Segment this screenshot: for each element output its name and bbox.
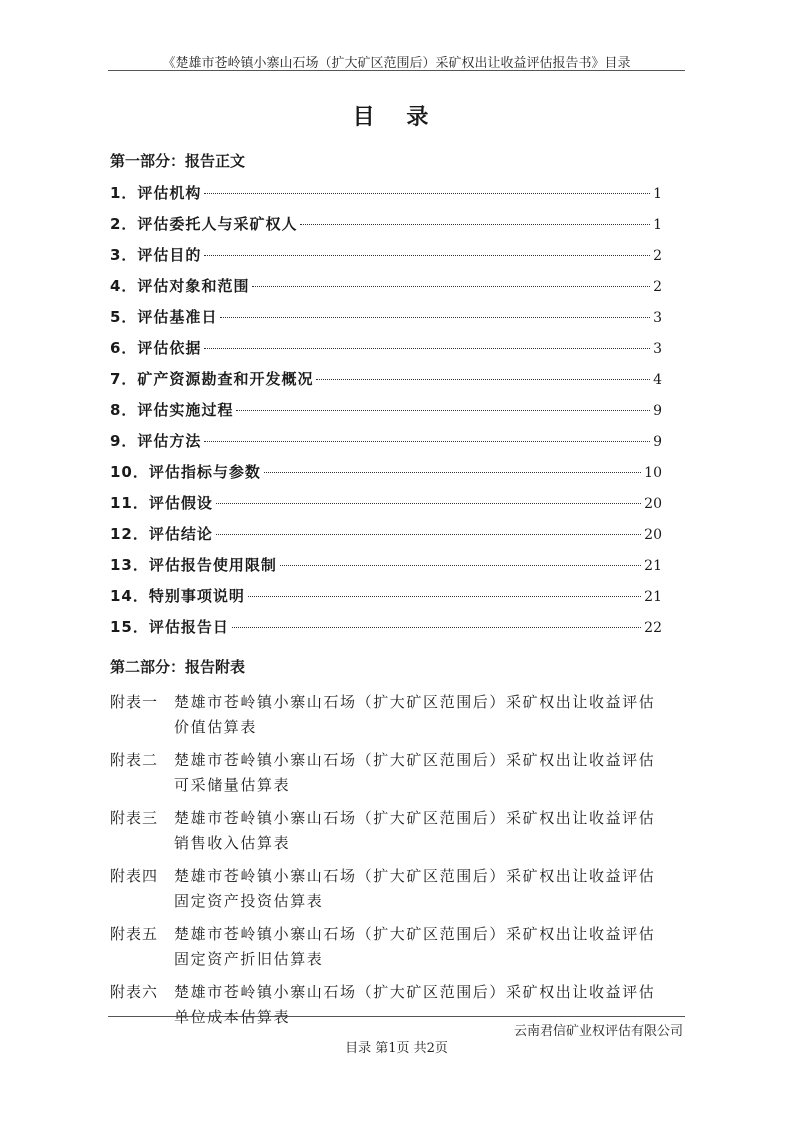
toc-item[interactable] bbox=[110, 492, 662, 523]
appendix-text: 楚雄市苍岭镇小寨山石场（扩大矿区范围后）采矿权出让收益评估单位成本估算表 bbox=[174, 983, 656, 1026]
appendix-item[interactable] bbox=[110, 748, 670, 798]
toc-item[interactable] bbox=[110, 523, 662, 554]
toc-item-title: 12．评估结论 bbox=[110, 525, 213, 543]
toc-item-page: 2 bbox=[653, 279, 662, 295]
appendix-text: 楚雄市苍岭镇小寨山石场（扩大矿区范围后）采矿权出让收益评估价值估算表 bbox=[174, 693, 656, 736]
appendix-item[interactable] bbox=[110, 864, 670, 914]
appendix-text: 楚雄市苍岭镇小寨山石场（扩大矿区范围后）采矿权出让收益评估可采储量估算表 bbox=[174, 751, 656, 794]
toc-item-title: 11．评估假设 bbox=[110, 494, 213, 512]
toc-item[interactable] bbox=[110, 306, 662, 337]
toc-item-title: 3．评估目的 bbox=[110, 246, 202, 264]
toc-item-page: 3 bbox=[653, 341, 662, 357]
toc-leader bbox=[316, 379, 650, 380]
toc-item-page: 2 bbox=[653, 248, 662, 264]
company-name: 云南君信矿业权评估有限公司 bbox=[513, 1024, 683, 1039]
toc-leader bbox=[204, 441, 650, 442]
toc-leader bbox=[204, 193, 650, 194]
toc-item-title: 10．评估指标与参数 bbox=[110, 463, 261, 481]
toc-leader bbox=[300, 224, 650, 225]
toc-leader bbox=[248, 596, 641, 597]
toc-leader bbox=[204, 255, 650, 256]
toc-item-title: 8．评估实施过程 bbox=[110, 401, 234, 419]
toc-item-page: 21 bbox=[644, 589, 662, 605]
appendix-label: 附表三 bbox=[110, 809, 159, 827]
toc-item[interactable] bbox=[110, 213, 662, 244]
toc-item[interactable] bbox=[110, 430, 662, 461]
appendix-list bbox=[110, 690, 670, 1038]
toc-item-page: 22 bbox=[644, 620, 662, 636]
toc-item-page: 20 bbox=[644, 527, 662, 543]
toc-item[interactable] bbox=[110, 368, 662, 399]
header-divider bbox=[108, 70, 685, 71]
page-title: 目 录 bbox=[352, 105, 441, 130]
appendix-label: 附表六 bbox=[110, 983, 159, 1001]
toc-item-title: 14．特别事项说明 bbox=[110, 587, 245, 605]
toc-item[interactable] bbox=[110, 182, 662, 213]
page-number: 目录 第1页 共2页 bbox=[345, 1041, 448, 1056]
toc-item-page: 20 bbox=[644, 496, 662, 512]
toc-item-page: 1 bbox=[653, 217, 662, 233]
toc-item-title: 2．评估委托人与采矿权人 bbox=[110, 215, 298, 233]
toc-leader bbox=[204, 348, 650, 349]
toc-item-title: 5．评估基准日 bbox=[110, 308, 218, 326]
toc-leader bbox=[264, 472, 641, 473]
footer-divider bbox=[108, 1016, 685, 1017]
appendix-label: 附表一 bbox=[110, 693, 159, 711]
toc-leader bbox=[252, 286, 650, 287]
toc-item-title: 15．评估报告日 bbox=[110, 618, 229, 636]
toc-leader bbox=[220, 317, 650, 318]
appendix-text: 楚雄市苍岭镇小寨山石场（扩大矿区范围后）采矿权出让收益评估固定资产折旧估算表 bbox=[174, 925, 656, 968]
appendix-text: 楚雄市苍岭镇小寨山石场（扩大矿区范围后）采矿权出让收益评估销售收入估算表 bbox=[174, 809, 656, 852]
toc-leader bbox=[216, 503, 641, 504]
running-header: 《楚雄市苍岭镇小寨山石场（扩大矿区范围后）采矿权出让收益评估报告书》目录 bbox=[162, 56, 631, 71]
toc-leader bbox=[232, 627, 641, 628]
toc-item[interactable] bbox=[110, 337, 662, 368]
toc-item-title: 7．矿产资源勘查和开发概况 bbox=[110, 370, 314, 388]
toc-item[interactable] bbox=[110, 585, 662, 616]
toc-item[interactable] bbox=[110, 461, 662, 492]
toc-leader bbox=[280, 565, 641, 566]
appendix-item[interactable] bbox=[110, 690, 670, 740]
toc-item-page: 9 bbox=[653, 403, 662, 419]
toc-list bbox=[110, 182, 662, 647]
appendix-label: 附表四 bbox=[110, 867, 159, 885]
toc-item-title: 1．评估机构 bbox=[110, 184, 202, 202]
toc-item-page: 1 bbox=[653, 186, 662, 202]
toc-item-page: 21 bbox=[644, 558, 662, 574]
toc-item[interactable] bbox=[110, 616, 662, 647]
toc-item[interactable] bbox=[110, 244, 662, 275]
appendix-label: 附表五 bbox=[110, 925, 159, 943]
toc-leader bbox=[216, 534, 641, 535]
toc-item[interactable] bbox=[110, 275, 662, 306]
part1-heading: 第一部分：报告正文 bbox=[110, 152, 246, 170]
toc-item-title: 4．评估对象和范围 bbox=[110, 277, 250, 295]
toc-item-title: 9．评估方法 bbox=[110, 432, 202, 450]
part2-heading: 第二部分：报告附表 bbox=[110, 658, 246, 676]
toc-item-title: 6．评估依据 bbox=[110, 339, 202, 357]
appendix-item[interactable] bbox=[110, 806, 670, 856]
appendix-label: 附表二 bbox=[110, 751, 159, 769]
toc-item-page: 9 bbox=[653, 434, 662, 450]
toc-item-page: 10 bbox=[644, 465, 662, 481]
toc-item-title: 13．评估报告使用限制 bbox=[110, 556, 277, 574]
toc-item[interactable] bbox=[110, 399, 662, 430]
toc-item[interactable] bbox=[110, 554, 662, 585]
appendix-text: 楚雄市苍岭镇小寨山石场（扩大矿区范围后）采矿权出让收益评估固定资产投资估算表 bbox=[174, 867, 656, 910]
toc-leader bbox=[236, 410, 650, 411]
appendix-item[interactable] bbox=[110, 922, 670, 972]
toc-item-page: 3 bbox=[653, 310, 662, 326]
toc-item-page: 4 bbox=[653, 372, 662, 388]
